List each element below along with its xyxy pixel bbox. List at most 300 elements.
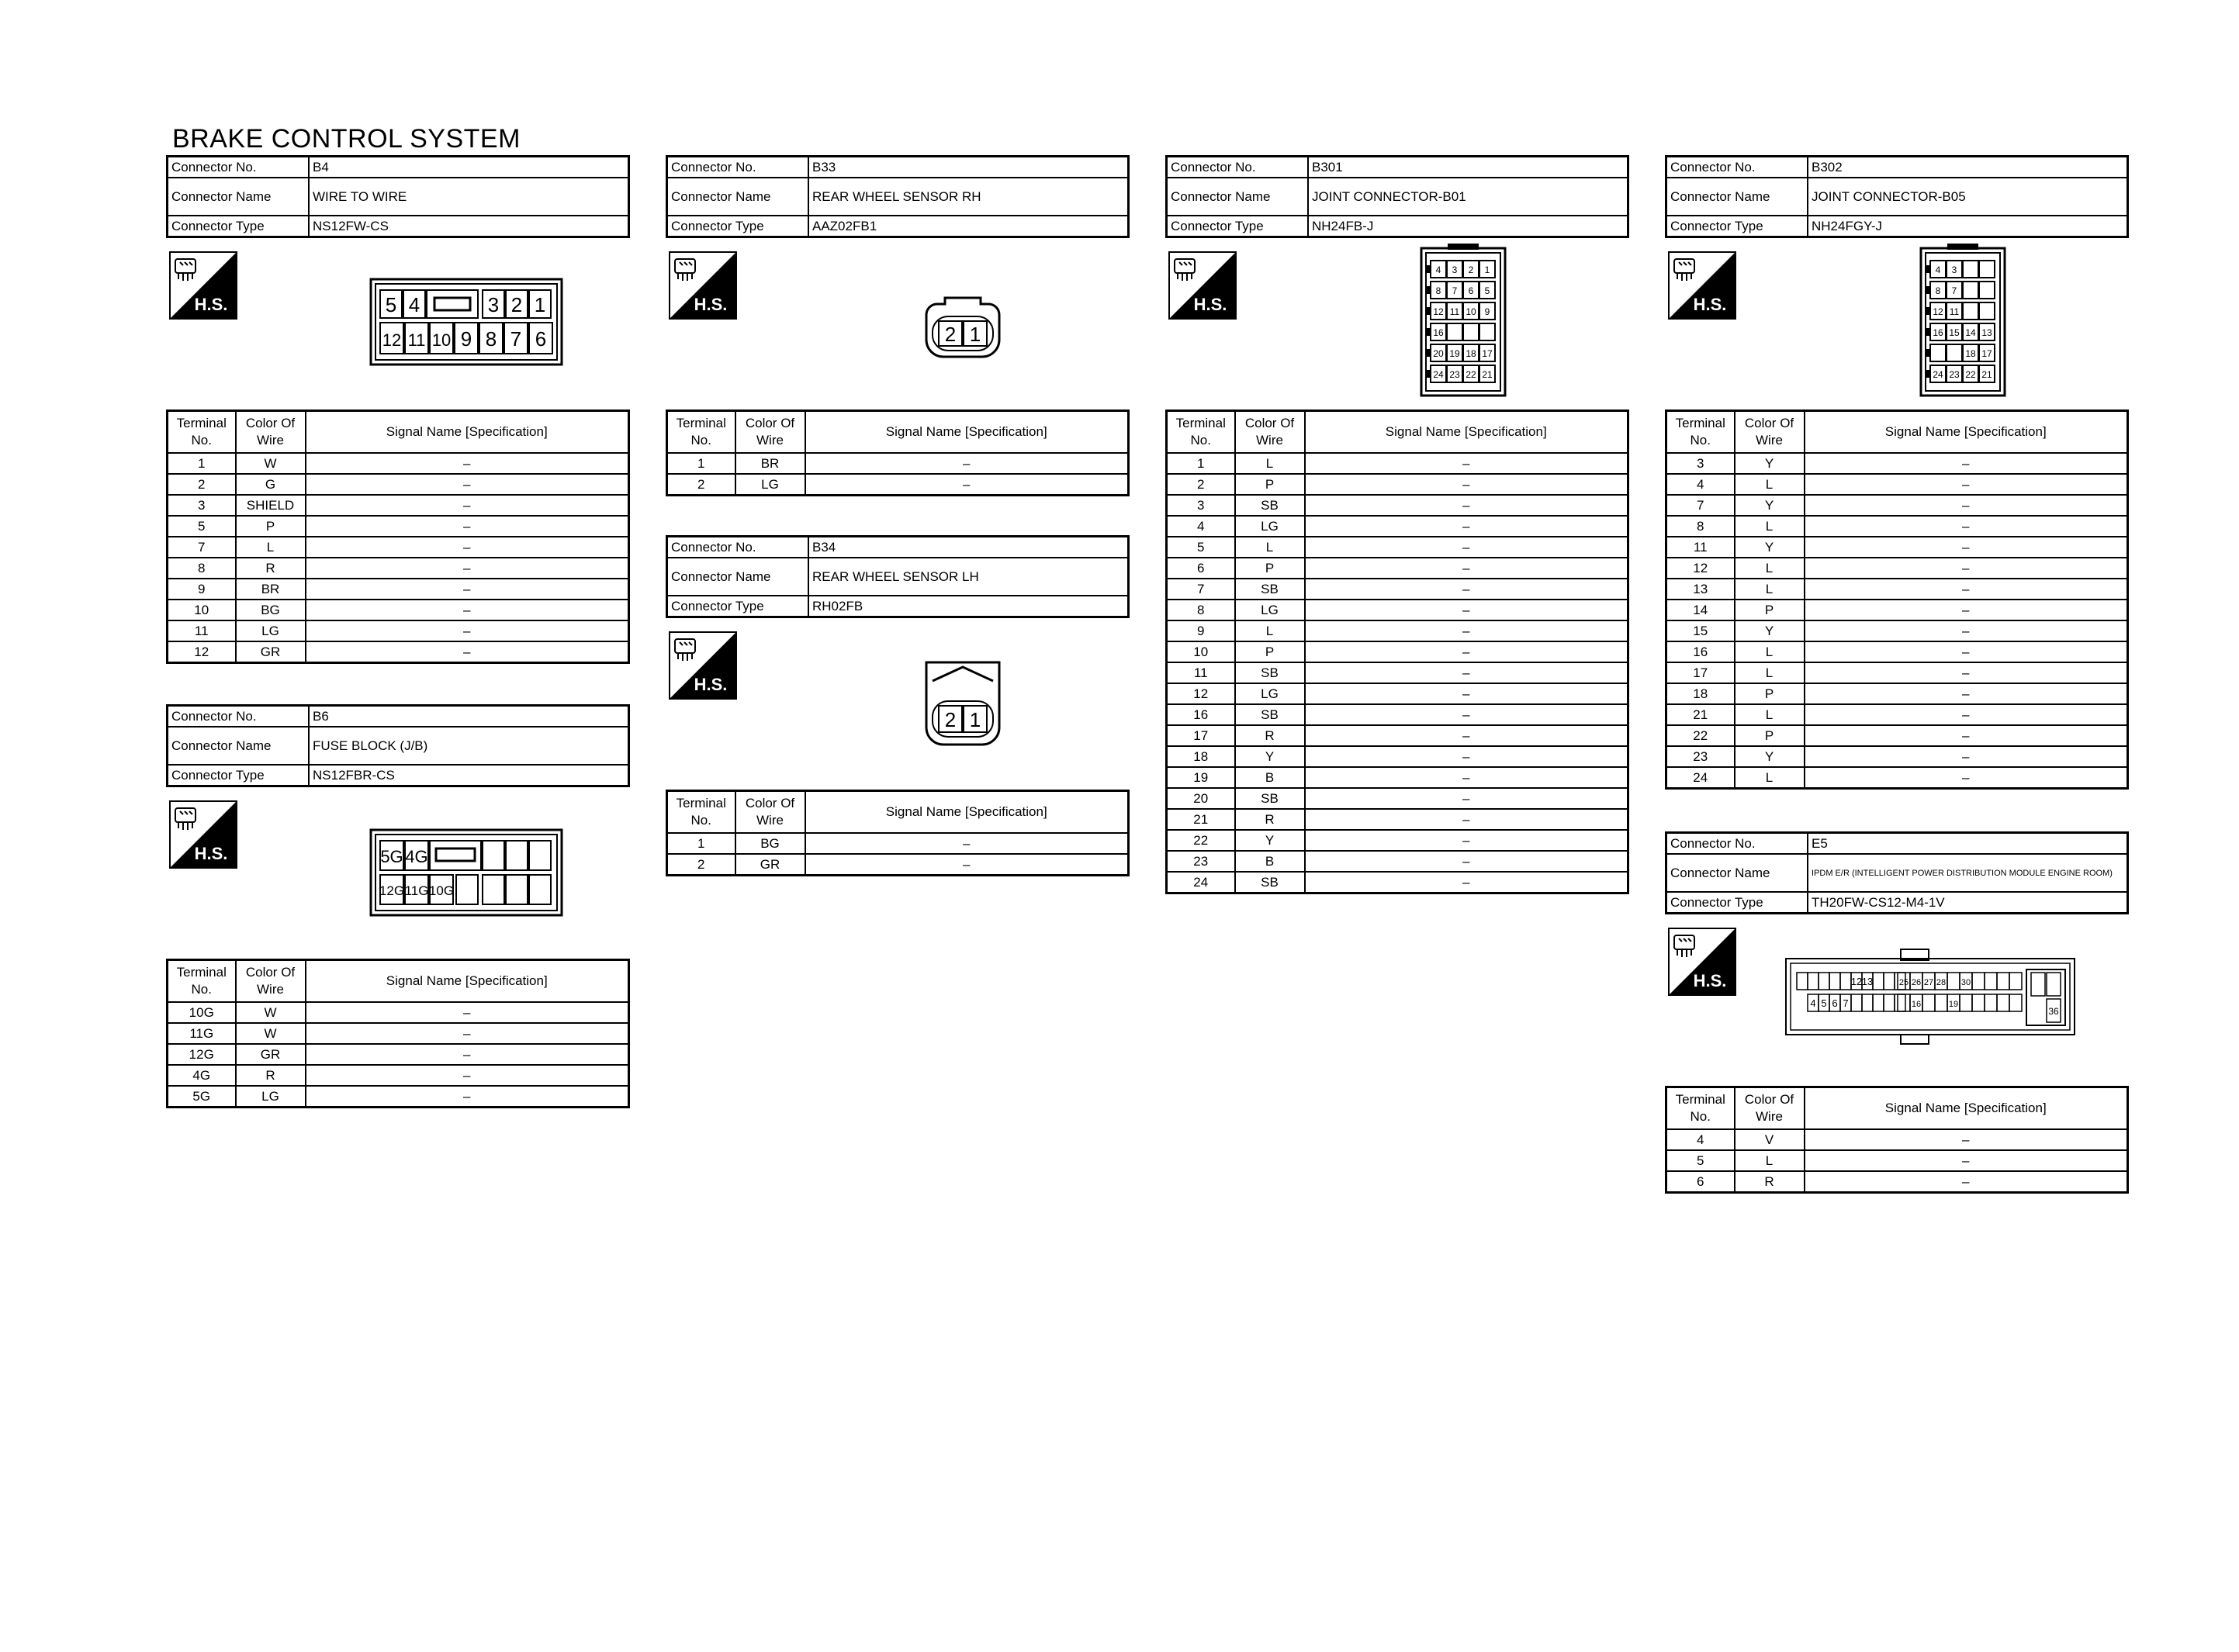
signal-name-cell: – xyxy=(805,474,1129,496)
signal-name-cell: – xyxy=(1305,620,1628,641)
wire-color-cell: GR xyxy=(236,641,306,663)
signal-name-cell: – xyxy=(306,1044,629,1065)
pin-label: 11G xyxy=(404,883,429,898)
signal-name-cell: – xyxy=(1305,809,1628,830)
wire-color-cell: R xyxy=(1735,1171,1805,1193)
wire-color-cell: R xyxy=(1235,809,1305,830)
signal-name-cell: – xyxy=(1305,704,1628,725)
table-row xyxy=(1167,725,1628,746)
signal-name-cell: – xyxy=(1305,600,1628,620)
pin-label: 10 xyxy=(431,330,452,350)
b6-terminal-table xyxy=(166,959,630,1108)
pin-label: 4 xyxy=(408,293,420,316)
pin-label: 12G xyxy=(379,883,405,898)
terminal-no-cell: 16 xyxy=(1666,641,1735,662)
wire-color-cell: Y xyxy=(1235,746,1305,767)
connector-no-value: B33 xyxy=(808,157,1129,178)
signal-name-cell: – xyxy=(1805,453,2128,474)
signal-name-cell: – xyxy=(1805,495,2128,516)
terminal-no-cell: 20 xyxy=(1167,788,1235,809)
header-signal-name: Signal Name [Specification] xyxy=(805,411,1129,454)
label-connector-type: Connector Type xyxy=(667,216,809,237)
pin-label: 12 xyxy=(382,330,402,350)
wire-color-cell: BG xyxy=(236,600,306,620)
terminal-no-cell: 12 xyxy=(1666,558,1735,579)
connector-info-table xyxy=(1665,831,2129,914)
label-connector-type: Connector Type xyxy=(168,765,310,786)
table-row xyxy=(168,558,629,579)
pin-label: 36 xyxy=(2048,1006,2059,1017)
label-connector-name: Connector Name xyxy=(1167,178,1309,216)
signal-name-cell: – xyxy=(1805,641,2128,662)
wire-color-cell: P xyxy=(1235,641,1305,662)
b301-connector-face-diagram xyxy=(1417,244,1510,403)
terminal-no-cell: 12G xyxy=(168,1044,236,1065)
terminal-no-cell: 4G xyxy=(168,1065,236,1086)
wire-color-cell: B xyxy=(1235,851,1305,872)
pin-label: 5 xyxy=(1821,997,1827,1009)
signal-name-cell: – xyxy=(1805,516,2128,537)
b6-connector-face-diagram xyxy=(369,828,563,921)
wire-color-cell: LG xyxy=(735,474,805,496)
table-row xyxy=(168,495,629,516)
pin-label: 3 xyxy=(1452,264,1458,275)
signal-name-cell: – xyxy=(1805,662,2128,683)
e5-connector-face-diagram xyxy=(1784,948,2076,1049)
label-connector-no: Connector No. xyxy=(168,157,310,178)
label-connector-no: Connector No. xyxy=(667,537,809,558)
label-connector-name: Connector Name xyxy=(667,558,809,596)
terminal-no-cell: 8 xyxy=(168,558,236,579)
terminal-no-cell: 1 xyxy=(667,453,735,474)
table-row xyxy=(667,453,1129,474)
signal-name-cell: – xyxy=(1805,537,2128,558)
header-terminal-no: Terminal No. xyxy=(1167,411,1235,454)
connector-info-table xyxy=(1165,155,1629,238)
pin-label: 7 xyxy=(1843,997,1849,1009)
signal-name-cell: – xyxy=(1305,746,1628,767)
wire-color-cell: P xyxy=(1735,683,1805,704)
table-row xyxy=(1167,600,1628,620)
table-row xyxy=(1167,453,1628,474)
connector-info-table xyxy=(666,535,1130,618)
signal-name-cell: – xyxy=(805,854,1129,876)
signal-name-cell: – xyxy=(306,1065,629,1086)
table-row xyxy=(1666,474,2128,495)
connector-info-table xyxy=(666,155,1130,238)
label-connector-name: Connector Name xyxy=(168,178,310,216)
wire-color-cell: BR xyxy=(735,453,805,474)
wire-color-cell: SB xyxy=(1235,579,1305,600)
pin-label: 3 xyxy=(487,293,500,316)
connector-b4 xyxy=(166,155,630,238)
pin-label: 12 xyxy=(1850,976,1863,987)
terminal-no-cell: 1 xyxy=(667,833,735,854)
connector-name-value: IPDM E/R (INTELLIGENT POWER DISTRIBUTION MODULE ENGINE ROOM) xyxy=(1808,854,2128,892)
header-signal-name: Signal Name [Specification] xyxy=(1805,411,2128,454)
pin-label: 28 xyxy=(1936,978,1947,987)
svg-text:H.S.: H.S. xyxy=(1193,295,1227,314)
signal-name-cell: – xyxy=(1305,767,1628,788)
connector-type-value: NS12FW-CS xyxy=(309,216,629,237)
pin-label: 24 xyxy=(1433,369,1444,380)
terminal-no-cell: 11 xyxy=(1167,662,1235,683)
table-row xyxy=(1167,704,1628,725)
b4-terminal-table xyxy=(166,410,630,664)
wire-color-cell: SHIELD xyxy=(236,495,306,516)
pin-label: 26 xyxy=(1911,978,1922,987)
table-row xyxy=(1666,1150,2128,1171)
pin-label: 1 xyxy=(534,293,546,316)
connector-name-value: REAR WHEEL SENSOR LH xyxy=(808,558,1129,596)
signal-name-cell: – xyxy=(306,641,629,663)
table-row xyxy=(1666,453,2128,474)
wire-color-cell: LG xyxy=(236,620,306,641)
table-row xyxy=(667,833,1129,854)
pin-label: 16 xyxy=(1911,1000,1922,1009)
wire-color-cell: SB xyxy=(1235,662,1305,683)
label-connector-no: Connector No. xyxy=(168,706,310,728)
terminal-no-cell: 6 xyxy=(1666,1171,1735,1193)
connector-type-value: NS12FBR-CS xyxy=(309,765,629,786)
terminal-no-cell: 8 xyxy=(1666,516,1735,537)
wire-color-cell: GR xyxy=(236,1044,306,1065)
wire-color-cell: L xyxy=(1735,662,1805,683)
wire-color-cell: R xyxy=(1235,725,1305,746)
table-row xyxy=(1167,662,1628,683)
connector-no-value: E5 xyxy=(1808,833,2128,855)
signal-name-cell: – xyxy=(1805,704,2128,725)
lock-tab xyxy=(436,848,475,861)
signal-name-cell: – xyxy=(1305,453,1628,474)
pin-label: 1 xyxy=(969,323,981,346)
terminal-no-cell: 18 xyxy=(1167,746,1235,767)
pin-label: 6 xyxy=(535,327,547,351)
connector-no-value: B34 xyxy=(808,537,1129,558)
table-row xyxy=(1167,516,1628,537)
signal-name-cell: – xyxy=(1805,1171,2128,1193)
pin-label: 8 xyxy=(1935,285,1941,296)
wire-color-cell: L xyxy=(1735,558,1805,579)
lock-tab xyxy=(434,298,470,310)
terminal-no-cell: 5G xyxy=(168,1086,236,1108)
connector-info-table xyxy=(166,704,630,787)
pin-label: 11 xyxy=(1949,306,1960,317)
wire-color-cell: L xyxy=(1735,579,1805,600)
table-row xyxy=(168,579,629,600)
signal-name-cell: – xyxy=(306,474,629,495)
terminal-no-cell: 22 xyxy=(1666,725,1735,746)
table-row xyxy=(1167,809,1628,830)
pin-label: 23 xyxy=(1949,369,1960,380)
terminal-no-cell: 2 xyxy=(667,854,735,876)
pin-label: 18 xyxy=(1965,348,1976,359)
label-connector-no: Connector No. xyxy=(667,157,809,178)
b33-connector-face-diagram xyxy=(922,289,1004,364)
wire-color-cell: L xyxy=(1735,516,1805,537)
terminal-no-cell: 2 xyxy=(1167,474,1235,495)
signal-name-cell: – xyxy=(1305,495,1628,516)
table-row xyxy=(667,854,1129,876)
table-row xyxy=(1666,641,2128,662)
table-row xyxy=(1167,788,1628,809)
terminal-no-cell: 3 xyxy=(1167,495,1235,516)
wire-color-cell: Y xyxy=(1735,453,1805,474)
table-row xyxy=(1666,600,2128,620)
connector-b6 xyxy=(166,704,630,787)
table-row xyxy=(1666,620,2128,641)
table-row xyxy=(168,1065,629,1086)
header-signal-name: Signal Name [Specification] xyxy=(306,411,629,454)
signal-name-cell: – xyxy=(1305,579,1628,600)
pin-label: 8 xyxy=(1435,285,1441,296)
signal-name-cell: – xyxy=(306,537,629,558)
header-signal-name: Signal Name [Specification] xyxy=(1805,1087,2128,1130)
table-row xyxy=(168,537,629,558)
signal-name-cell: – xyxy=(1305,558,1628,579)
pin-label: 17 xyxy=(1482,348,1493,359)
terminal-no-cell: 4 xyxy=(1666,474,1735,495)
signal-name-cell: – xyxy=(1305,851,1628,872)
terminal-no-cell: 23 xyxy=(1167,851,1235,872)
pin-label: 9 xyxy=(460,327,472,351)
terminal-no-cell: 6 xyxy=(1167,558,1235,579)
wire-color-cell: L xyxy=(1735,641,1805,662)
table-row xyxy=(1666,704,2128,725)
terminal-no-cell: 11 xyxy=(168,620,236,641)
table-row xyxy=(168,1023,629,1044)
table-row xyxy=(1167,851,1628,872)
pin-label: 13 xyxy=(1861,976,1874,987)
pin-label: 8 xyxy=(485,327,497,351)
connector-type-value: AAZ02FB1 xyxy=(808,216,1129,237)
signal-name-cell: – xyxy=(306,558,629,579)
wire-color-cell: P xyxy=(1235,558,1305,579)
wire-color-cell: G xyxy=(236,474,306,495)
terminal-no-cell: 1 xyxy=(1167,453,1235,474)
signal-name-cell: – xyxy=(1805,746,2128,767)
label-connector-type: Connector Type xyxy=(168,216,310,237)
pin-label: 12 xyxy=(1933,306,1943,317)
table-row xyxy=(168,453,629,474)
signal-name-cell: – xyxy=(1305,662,1628,683)
terminal-no-cell: 3 xyxy=(1666,453,1735,474)
pin-label: 7 xyxy=(1452,285,1458,296)
table-row xyxy=(1167,830,1628,851)
table-row xyxy=(1167,558,1628,579)
wire-color-cell: L xyxy=(1735,767,1805,789)
pin-label: 22 xyxy=(1965,369,1976,380)
connector-type-value: RH02FB xyxy=(808,596,1129,617)
signal-name-cell: – xyxy=(306,600,629,620)
terminal-no-cell: 4 xyxy=(1167,516,1235,537)
table-row xyxy=(1666,683,2128,704)
wire-color-cell: B xyxy=(1235,767,1305,788)
wire-color-cell: L xyxy=(1235,620,1305,641)
terminal-no-cell: 7 xyxy=(1666,495,1735,516)
pin-label: 19 xyxy=(1948,1000,1959,1009)
terminal-no-cell: 3 xyxy=(168,495,236,516)
wire-color-cell: Y xyxy=(1235,830,1305,851)
connector-b34 xyxy=(666,535,1130,618)
harness-side-icon xyxy=(669,251,737,320)
table-row xyxy=(168,516,629,537)
wire-color-cell: P xyxy=(1735,725,1805,746)
wire-color-cell: GR xyxy=(735,854,805,876)
table-row xyxy=(1167,872,1628,893)
table-row xyxy=(1167,620,1628,641)
signal-name-cell: – xyxy=(1305,474,1628,495)
wire-color-cell: Y xyxy=(1735,495,1805,516)
terminal-no-cell: 9 xyxy=(1167,620,1235,641)
header-terminal-no: Terminal No. xyxy=(667,791,735,834)
label-connector-no: Connector No. xyxy=(1167,157,1309,178)
pin-label: 7 xyxy=(510,327,522,351)
terminal-no-cell: 11 xyxy=(1666,537,1735,558)
table-row xyxy=(1666,746,2128,767)
signal-name-cell: – xyxy=(1805,725,2128,746)
pin-label: 11 xyxy=(1449,306,1460,317)
table-row xyxy=(1666,767,2128,789)
wire-color-cell: P xyxy=(1235,474,1305,495)
wire-color-cell: V xyxy=(1735,1129,1805,1150)
header-color-of-wire: Color Of Wire xyxy=(1735,1087,1805,1130)
signal-name-cell: – xyxy=(1305,788,1628,809)
pin-label: 20 xyxy=(1433,348,1444,359)
table-row xyxy=(1167,495,1628,516)
connector-no-value: B4 xyxy=(309,157,629,178)
terminal-no-cell: 5 xyxy=(1167,537,1235,558)
table-row xyxy=(1666,579,2128,600)
label-connector-no: Connector No. xyxy=(1666,833,1808,855)
signal-name-cell: – xyxy=(1305,537,1628,558)
svg-text:H.S.: H.S. xyxy=(1693,295,1727,314)
connector-e5 xyxy=(1665,831,2129,914)
pin-label: 9 xyxy=(1484,306,1490,317)
svg-text:H.S.: H.S. xyxy=(194,844,228,863)
terminal-no-cell: 8 xyxy=(1167,600,1235,620)
label-connector-name: Connector Name xyxy=(667,178,809,216)
table-row xyxy=(168,1002,629,1023)
header-color-of-wire: Color Of Wire xyxy=(236,411,306,454)
table-row xyxy=(667,474,1129,496)
wire-color-cell: P xyxy=(1735,600,1805,620)
header-terminal-no: Terminal No. xyxy=(1666,411,1735,454)
b34-terminal-table xyxy=(666,790,1130,876)
terminal-no-cell: 19 xyxy=(1167,767,1235,788)
b302-connector-face-diagram xyxy=(1916,244,2009,403)
connector-type-value: TH20FW-CS12-M4-1V xyxy=(1808,892,2128,914)
pin-label: 21 xyxy=(1482,369,1493,380)
label-connector-type: Connector Type xyxy=(1167,216,1309,237)
page-title: BRAKE CONTROL SYSTEM xyxy=(172,124,521,154)
b33-terminal-table xyxy=(666,410,1130,496)
terminal-no-cell: 16 xyxy=(1167,704,1235,725)
harness-side-icon xyxy=(169,800,237,869)
pin-label: 19 xyxy=(1449,348,1460,359)
wire-color-cell: L xyxy=(1735,1150,1805,1171)
pin-label: 23 xyxy=(1449,369,1460,380)
pin-label: 27 xyxy=(1923,978,1934,987)
table-row xyxy=(1666,1171,2128,1193)
pin-label: 10G xyxy=(428,883,455,898)
terminal-no-cell: 9 xyxy=(168,579,236,600)
pin-label: 4 xyxy=(1935,264,1941,275)
wire-color-cell: L xyxy=(1235,453,1305,474)
label-connector-name: Connector Name xyxy=(1666,178,1808,216)
header-color-of-wire: Color Of Wire xyxy=(1235,411,1305,454)
wire-color-cell: L xyxy=(236,537,306,558)
wire-color-cell: Y xyxy=(1735,537,1805,558)
pin-label: 7 xyxy=(1951,285,1957,296)
pin-label: 16 xyxy=(1933,327,1943,338)
wire-color-cell: W xyxy=(236,453,306,474)
table-row xyxy=(1167,767,1628,788)
signal-name-cell: – xyxy=(306,620,629,641)
terminal-no-cell: 24 xyxy=(1167,872,1235,893)
terminal-no-cell: 11G xyxy=(168,1023,236,1044)
table-row xyxy=(1666,662,2128,683)
connector-b302 xyxy=(1665,155,2129,238)
harness-side-icon xyxy=(169,251,237,320)
signal-name-cell: – xyxy=(306,579,629,600)
table-row xyxy=(168,641,629,663)
harness-side-icon xyxy=(1668,928,1736,996)
signal-name-cell: – xyxy=(805,453,1129,474)
table-row xyxy=(1167,683,1628,704)
connector-name-value: JOINT CONNECTOR-B01 xyxy=(1308,178,1628,216)
signal-name-cell: – xyxy=(1805,620,2128,641)
wire-color-cell: BG xyxy=(735,833,805,854)
terminal-no-cell: 7 xyxy=(1167,579,1235,600)
pin-label: 10 xyxy=(1466,306,1476,317)
signal-name-cell: – xyxy=(1305,641,1628,662)
pin-label: 6 xyxy=(1468,285,1474,296)
pin-label: 2 xyxy=(944,708,957,731)
pin-label: 4G xyxy=(405,847,428,866)
connector-type-value: NH24FB-J xyxy=(1308,216,1628,237)
terminal-no-cell: 24 xyxy=(1666,767,1735,789)
terminal-no-cell: 5 xyxy=(168,516,236,537)
table-row xyxy=(168,620,629,641)
terminal-no-cell: 2 xyxy=(168,474,236,495)
table-row xyxy=(1666,725,2128,746)
table-row xyxy=(168,1086,629,1108)
connector-name-value: JOINT CONNECTOR-B05 xyxy=(1808,178,2128,216)
terminal-no-cell: 10 xyxy=(168,600,236,620)
terminal-no-cell: 4 xyxy=(1666,1129,1735,1150)
table-row xyxy=(1167,474,1628,495)
label-connector-type: Connector Type xyxy=(667,596,809,617)
wire-color-cell: BR xyxy=(236,579,306,600)
pin-label: 25 xyxy=(1898,978,1909,987)
wire-color-cell: W xyxy=(236,1023,306,1044)
pin-label: 2 xyxy=(944,323,957,346)
terminal-no-cell: 5 xyxy=(1666,1150,1735,1171)
pin-label: 30 xyxy=(1960,978,1971,987)
terminal-no-cell: 13 xyxy=(1666,579,1735,600)
signal-name-cell: – xyxy=(1805,1150,2128,1171)
connector-b301 xyxy=(1165,155,1629,238)
signal-name-cell: – xyxy=(1305,830,1628,851)
wire-color-cell: P xyxy=(236,516,306,537)
table-row xyxy=(168,474,629,495)
terminal-no-cell: 12 xyxy=(168,641,236,663)
signal-name-cell: – xyxy=(1305,516,1628,537)
pin-label: 14 xyxy=(1965,327,1976,338)
terminal-no-cell: 17 xyxy=(1666,662,1735,683)
wire-color-cell: Y xyxy=(1735,746,1805,767)
